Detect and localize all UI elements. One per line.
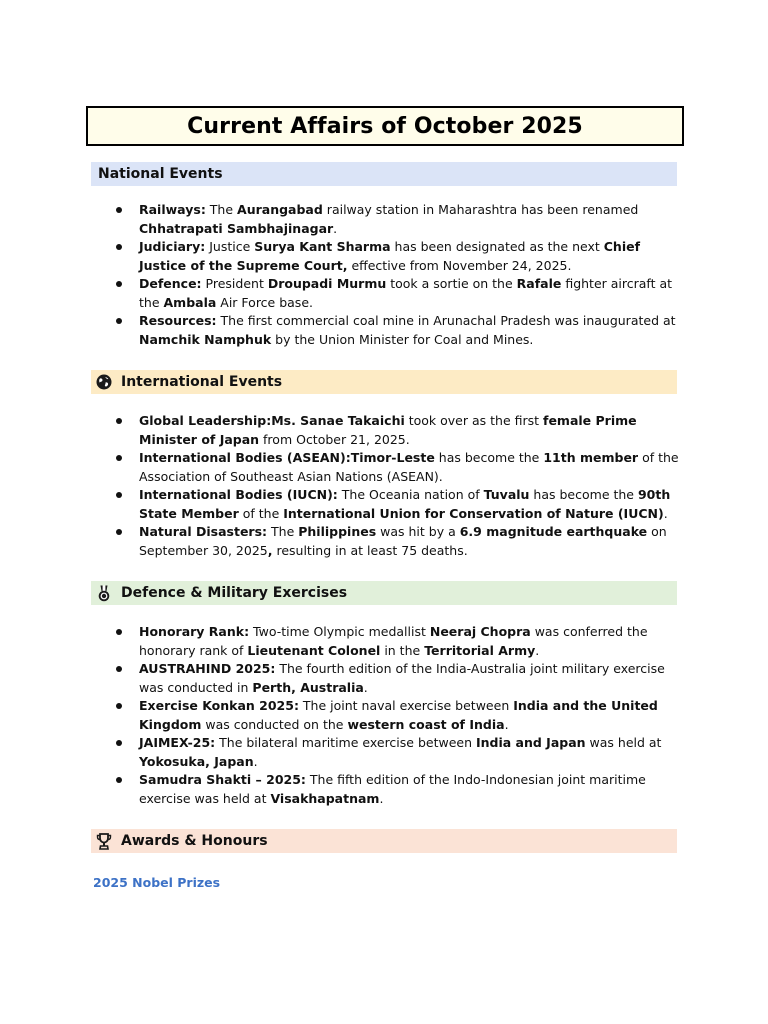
text: was held at xyxy=(585,735,662,750)
trophy-icon xyxy=(96,833,112,849)
bold-text: female Prime Minister of Japan xyxy=(139,413,637,447)
text: . xyxy=(535,642,540,658)
bold-text: , xyxy=(267,542,273,558)
text: has been designated as the next xyxy=(390,239,604,254)
text: took over as the first xyxy=(404,413,544,428)
list-defence xyxy=(111,623,679,808)
text: Justice xyxy=(205,239,255,254)
bold-text: Railways: xyxy=(139,202,206,217)
text: President xyxy=(201,276,268,291)
bold-text: western coast of India xyxy=(347,716,505,732)
bold-text: Natural Disasters: xyxy=(139,524,268,539)
medal-icon xyxy=(96,585,112,601)
bold-text: International Bodies (IUCN): xyxy=(139,487,338,502)
list-item xyxy=(111,697,679,734)
text: took a sortie on the xyxy=(386,276,517,291)
bold-text: India and the United Kingdom xyxy=(139,698,658,732)
bold-text: Global Leadership:Ms. Sanae Takaichi xyxy=(139,413,405,428)
nobel-prizes-link[interactable]: 2025 Nobel Prizes xyxy=(93,875,221,890)
text: . xyxy=(253,753,258,769)
list-item xyxy=(111,412,679,449)
text: has become the xyxy=(529,487,638,502)
bold-text: Neeraj Chopra xyxy=(429,624,531,639)
list-item xyxy=(111,623,679,660)
bold-text: Chhatrapati Sambhajinagar xyxy=(139,220,334,236)
text: The fifth edition of the Indo-Indonesian joint maritime exercise was held at xyxy=(139,772,646,806)
text: fighter aircraft at the xyxy=(139,276,673,310)
bold-text: Defence: xyxy=(139,276,202,291)
bold-text: Surya Kant Sharma xyxy=(254,239,391,254)
list-item xyxy=(111,734,679,771)
bold-text: Samudra Shakti – 2025: xyxy=(139,772,306,787)
globe-icon xyxy=(96,374,112,390)
bold-text: Visakhapatnam xyxy=(270,790,380,806)
bold-text: Honorary Rank: xyxy=(139,624,250,639)
text: effective from November 24, 2025. xyxy=(347,257,572,273)
list-item xyxy=(111,523,679,560)
bold-text: Judiciary: xyxy=(139,239,206,254)
text: The xyxy=(267,524,299,539)
section-title-defence: Defence & Military Exercises xyxy=(121,585,348,601)
bold-text: JAIMEX-25: xyxy=(139,735,216,750)
bold-text: Resources: xyxy=(139,313,217,328)
text: in the xyxy=(380,642,425,658)
text: Two-time Olympic medallist xyxy=(249,624,430,639)
bold-text: India and Japan xyxy=(475,735,586,750)
text: Air Force base. xyxy=(216,294,313,310)
list-international xyxy=(111,412,679,560)
bold-text: Philippines xyxy=(298,524,377,539)
bold-text: 11th member xyxy=(543,450,639,465)
list-item xyxy=(111,201,679,238)
section-title-national: National Events xyxy=(98,166,223,182)
list-item xyxy=(111,486,679,523)
bold-text: Namchik Namphuk xyxy=(139,331,272,347)
list-item xyxy=(111,660,679,697)
section-header-international xyxy=(91,370,677,394)
bold-text: Aurangabad xyxy=(237,202,323,217)
text: was hit by a xyxy=(376,524,460,539)
text: The first commercial coal mine in Arunachal Pradesh was inaugurated at xyxy=(216,313,676,328)
list-national xyxy=(111,201,679,349)
text: . xyxy=(363,679,368,695)
bold-text: Ambala xyxy=(163,294,217,310)
text: was conferred the honorary rank of xyxy=(139,624,648,658)
text: The bilateral maritime exercise between xyxy=(215,735,476,750)
bold-text: Yokosuka, Japan xyxy=(139,753,254,769)
bold-text: Territorial Army xyxy=(424,642,536,658)
bold-text: Perth, Australia xyxy=(252,679,364,695)
text: by the Union Minister for Coal and Mines. xyxy=(271,331,534,347)
section-header-national xyxy=(91,162,677,186)
text: . xyxy=(379,790,384,806)
section-title-international: International Events xyxy=(121,374,283,390)
bold-text: International Union for Conservation of Nature (IUCN) xyxy=(283,505,664,521)
list-item xyxy=(111,771,679,808)
section-title-awards: Awards & Honours xyxy=(121,833,268,849)
bold-text: Exercise Konkan 2025: xyxy=(139,698,299,713)
text: of the Association of Southeast Asian Nations (ASEAN). xyxy=(139,450,679,484)
text: from October 21, 2025. xyxy=(259,431,410,447)
text: The xyxy=(205,202,238,217)
section-header-awards xyxy=(91,829,677,853)
bold-text: AUSTRAHIND 2025: xyxy=(139,661,276,676)
bold-text: Lieutenant Colonel xyxy=(247,642,381,658)
list-item xyxy=(111,275,679,312)
bold-text: International Bodies (ASEAN):Timor-Leste xyxy=(139,450,435,465)
text: railway station in Maharashtra has been renamed xyxy=(322,202,639,217)
text: . xyxy=(333,220,338,236)
section-header-defence xyxy=(91,581,677,605)
bold-text: 90th State Member xyxy=(139,487,671,521)
list-item xyxy=(111,312,679,349)
text: resulting in at least 75 deaths. xyxy=(272,542,468,558)
bold-text: Rafale xyxy=(516,276,562,291)
bold-text: Droupadi Murmu xyxy=(267,276,387,291)
text: The Oceania nation of xyxy=(337,487,484,502)
text: of the xyxy=(238,505,284,521)
page-title: Current Affairs of October 2025 xyxy=(187,113,583,139)
list-item xyxy=(111,238,679,275)
text: was conducted on the xyxy=(201,716,348,732)
text: . xyxy=(663,505,668,521)
text: The fourth edition of the India-Australia joint military exercise was conducted in xyxy=(139,661,665,695)
bold-text: Chief Justice of the Supreme Court, xyxy=(139,239,641,273)
title-box xyxy=(86,106,684,146)
text: The joint naval exercise between xyxy=(298,698,514,713)
list-item xyxy=(111,449,679,486)
text: . xyxy=(504,716,509,732)
bold-text: Tuvalu xyxy=(483,487,530,502)
bold-text: 6.9 magnitude earthquake xyxy=(459,524,648,539)
text: has become the xyxy=(434,450,544,465)
text: on September 30, 2025 xyxy=(139,524,667,558)
